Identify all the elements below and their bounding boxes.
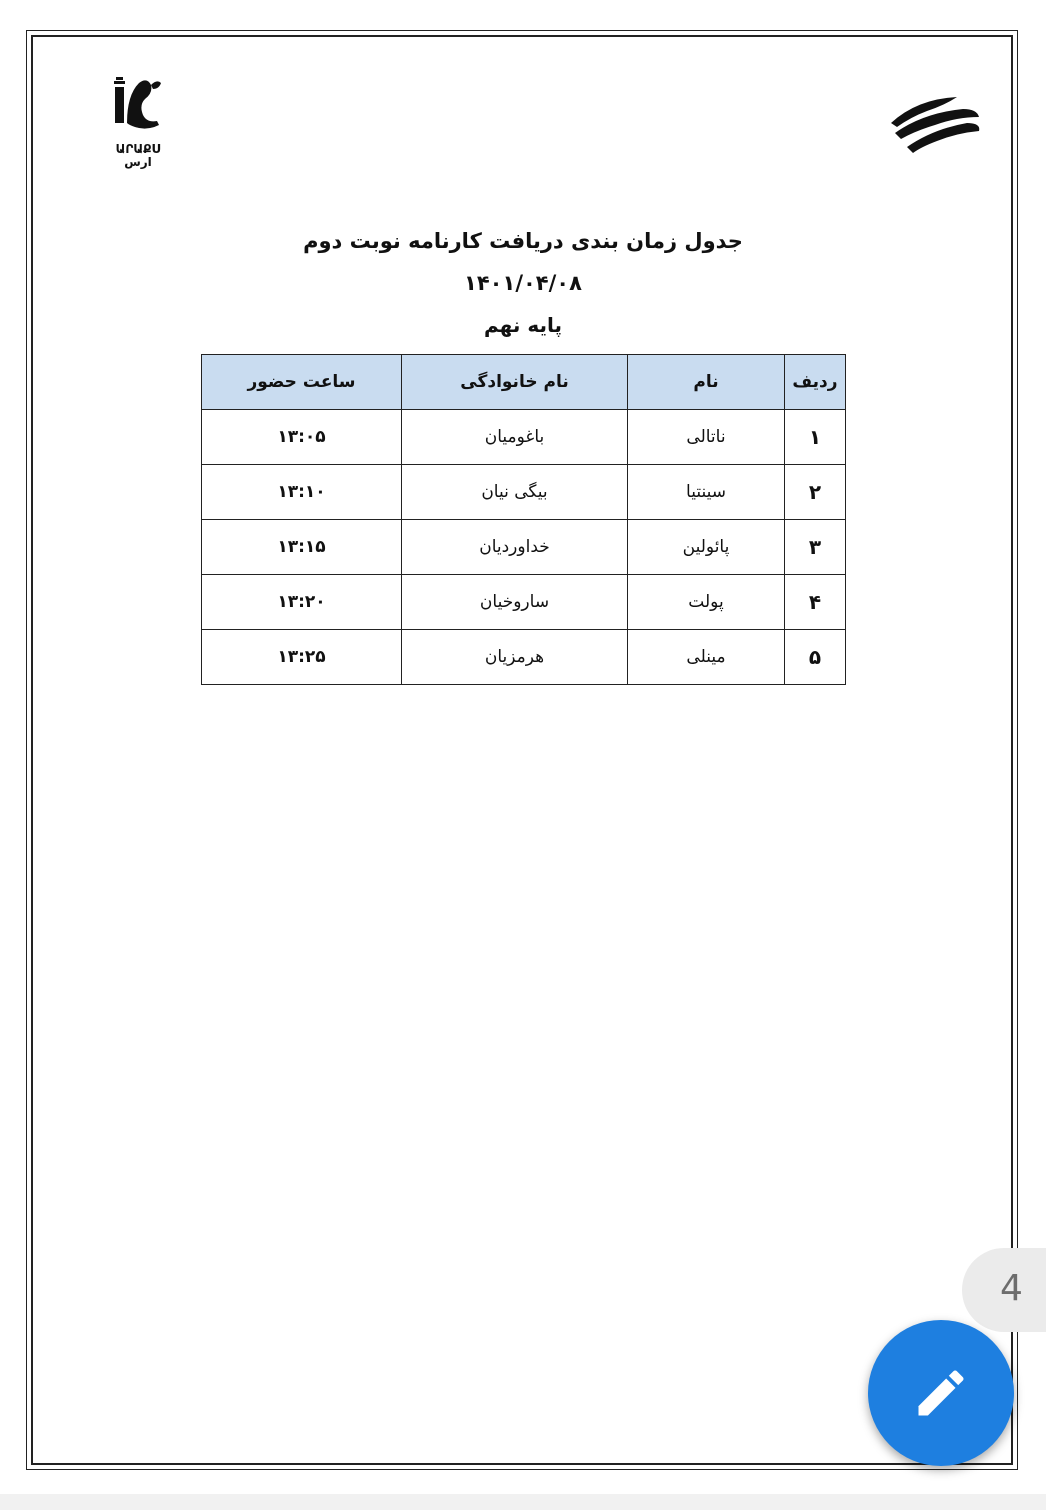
row-name: پائولین <box>628 520 785 575</box>
table-row <box>202 410 846 465</box>
logo-caption-latin: ԱՐԱՔՍ <box>115 142 161 156</box>
table-row <box>202 520 846 575</box>
row-time: ۱۳:۱۰ <box>202 465 402 520</box>
row-time: ۱۳:۱۵ <box>202 520 402 575</box>
logo-caption-farsi: ارس <box>124 155 152 169</box>
row-time: ۱۳:۲۵ <box>202 630 402 685</box>
document-title: جدول زمان بندی دریافت کارنامه نوبت دوم <box>303 229 743 253</box>
row-name: ناتالی <box>628 410 785 465</box>
row-name: پولت <box>628 575 785 630</box>
row-number: ۳ <box>785 520 846 575</box>
edit-button[interactable] <box>868 1320 1014 1466</box>
pencil-icon <box>911 1363 971 1423</box>
document-grade: پایه نهم <box>483 313 563 337</box>
header-time: ساعت حضور <box>202 355 402 410</box>
school-logo-caption <box>113 143 163 169</box>
table-row <box>202 465 846 520</box>
row-family: هرمزیان <box>402 630 628 685</box>
row-family: خداوردیان <box>402 520 628 575</box>
row-name: مینلی <box>628 630 785 685</box>
row-family: بیگی نیان <box>402 465 628 520</box>
page-number: 4 <box>1000 1268 1023 1309</box>
table-row <box>202 630 846 685</box>
header-row-number: ردیف <box>785 355 846 410</box>
table-header-row <box>202 355 846 410</box>
row-number: ۲ <box>785 465 846 520</box>
page-number-badge <box>962 1248 1046 1332</box>
table-row <box>202 575 846 630</box>
header-family: نام خانوادگی <box>402 355 628 410</box>
row-name: سینتیا <box>628 465 785 520</box>
header-name: نام <box>628 355 785 410</box>
schedule-table <box>201 354 846 685</box>
document-page <box>26 30 1018 1470</box>
row-number: ۴ <box>785 575 846 630</box>
row-number: ۵ <box>785 630 846 685</box>
row-family: ساروخیان <box>402 575 628 630</box>
school-logo-right <box>887 93 983 157</box>
row-number: ۱ <box>785 410 846 465</box>
row-family: باغومیان <box>402 410 628 465</box>
bottom-navigation-strip <box>0 1494 1046 1510</box>
row-time: ۱۳:۲۰ <box>202 575 402 630</box>
row-time: ۱۳:۰۵ <box>202 410 402 465</box>
document-date: ۱۴۰۱/۰۴/۰۸ <box>464 271 582 295</box>
